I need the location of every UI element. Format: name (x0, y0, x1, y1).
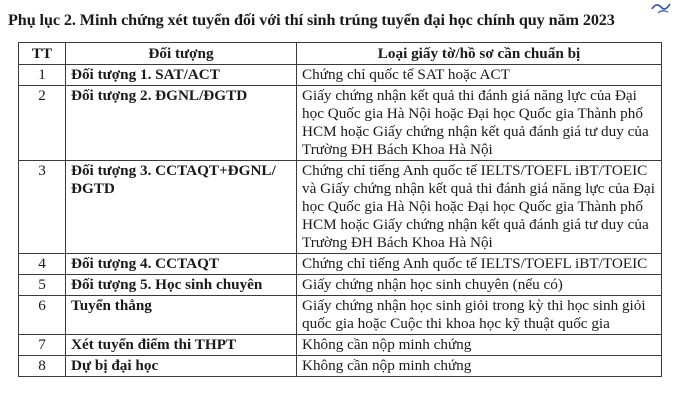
table-row (19, 254, 662, 275)
header-doi-tuong: Đối tượng (66, 43, 297, 65)
row-number: 7 (19, 335, 66, 356)
row-number: 6 (19, 296, 66, 335)
row-doi-tuong: Đối tượng 5. Học sinh chuyên (66, 275, 297, 296)
row-number: 4 (19, 254, 66, 275)
table-header-row (19, 43, 662, 65)
row-loai-giay-to: Chứng chỉ tiếng Anh quốc tế IELTS/TOEFL iBT/TOEIC và Giấy chứng nhận kết quả thi đánh giá năng lực của Đại học Quốc gia Hà Nội hoặc Đại học Quốc gia Thành phố HCM hoặc Giấy chứng nhận kết quả đánh giá tư duy của Trường ĐH Bách Khoa Hà Nội (297, 161, 662, 254)
row-loai-giay-to: Chứng chỉ quốc tế SAT hoặc ACT (297, 65, 662, 86)
row-number: 8 (19, 356, 66, 377)
row-number: 2 (19, 86, 66, 161)
row-number: 5 (19, 275, 66, 296)
table-row (19, 86, 662, 161)
row-loai-giay-to: Giấy chứng nhận học sinh chuyên (nếu có) (297, 275, 662, 296)
header-loai-giay-to: Loại giấy tờ/hồ sơ cần chuẩn bị (297, 43, 662, 65)
row-doi-tuong: Đối tượng 1. SAT/ACT (66, 65, 297, 86)
row-loai-giay-to: Không cần nộp minh chứng (297, 335, 662, 356)
page-heading: Phụ lục 2. Minh chứng xét tuyển đối với thí sinh trúng tuyển đại học chính quy năm 2023 (8, 11, 615, 29)
row-doi-tuong: Tuyển thẳng (66, 296, 297, 335)
row-doi-tuong: Đối tượng 2. ĐGNL/ĐGTD (66, 86, 297, 161)
table-row (19, 65, 662, 86)
row-loai-giay-to: Giấy chứng nhận học sinh giỏi trong kỳ thi học sinh giỏi quốc gia hoặc Cuộc thi khoa học kỹ thuật quốc gia (297, 296, 662, 335)
table-row (19, 335, 662, 356)
row-doi-tuong: Dự bị đại học (66, 356, 297, 377)
row-loai-giay-to: Giấy chứng nhận kết quả thi đánh giá năng lực của Đại học Quốc gia Hà Nội hoặc Đại học Quốc gia Thành phố HCM hoặc Giấy chứng nhận kết quả đánh giá tư duy của Trường ĐH Bách Khoa Hà Nội (297, 86, 662, 161)
row-doi-tuong: Đối tượng 4. CCTAQT (66, 254, 297, 275)
table-row (19, 161, 662, 254)
row-doi-tuong: Đối tượng 3. CCTAQT+ĐGNL/ĐGTD (66, 161, 297, 254)
table-row (19, 275, 662, 296)
header-tt: TT (19, 43, 66, 65)
table-row (19, 296, 662, 335)
requirements-table (18, 42, 662, 377)
corner-stamp-icon (650, 0, 672, 16)
row-number: 1 (19, 65, 66, 86)
row-number: 3 (19, 161, 66, 254)
table-row (19, 356, 662, 377)
row-doi-tuong: Xét tuyển điểm thi THPT (66, 335, 297, 356)
row-loai-giay-to: Không cần nộp minh chứng (297, 356, 662, 377)
row-loai-giay-to: Chứng chỉ tiếng Anh quốc tế IELTS/TOEFL iBT/TOEIC (297, 254, 662, 275)
